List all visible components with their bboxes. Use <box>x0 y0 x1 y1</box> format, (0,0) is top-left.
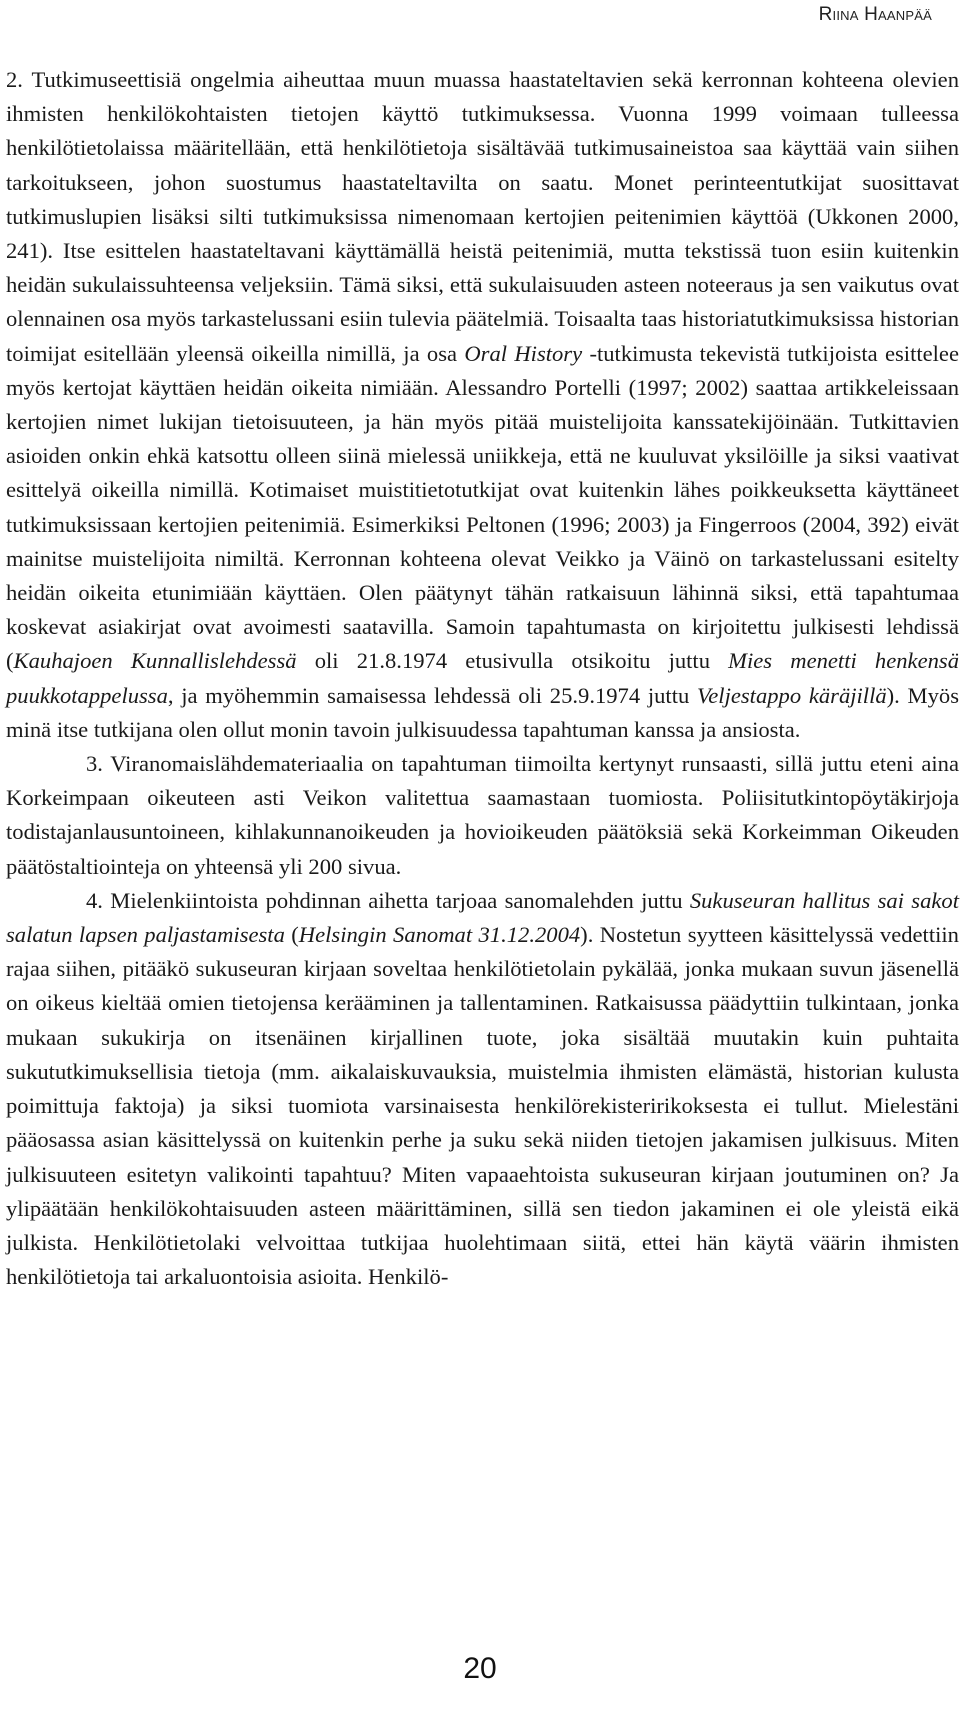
text-run: 3. Viranomaislähdemateriaalia on tapahtuman tiimoilta kertynyt runsaasti, sillä juttu eteni aina Korkeimpaan oikeuteen asti Veikon valitettua saamastaan tuomiosta. Poliisitutkintopöytäkirjoja todistajanlausuntoineen, kihlakunnanoikeuden ja hovioikeuden päätöksiä sekä Korkeimman Oikeuden päätöstaltiointeja on yhteensä yli 200 sivua. <box>6 751 959 879</box>
text-run: oli 21.8.1974 etusivulla otsikoitu juttu <box>296 648 729 674</box>
text-run: ). Nostetun syytteen käsittelyssä vedettiin rajaa siihen, pitääkö sukuseuran kirjaan soveltaa henkilötietolain pykälää, jonka mukaan suvun jäsenellä on oikeus kieltää omien tietojensa kerääminen ja tallentaminen. Ratkaisussa päädyttiin tulkintaan, jonka mukaan sukukirja on itsenäinen kirjallinen tuote, joka sisältää muutakin kuin puhtaita sukututkimuksellisia tietoja (mm. aikalaiskuvauksia, muistelmia ihmisten elämästä, historian kulusta poimittuja faktoja) ja siksi tuomiota varsinaisesta henkilörekisteririkoksesta ei tullut. Mielestäni pääosassa asian käsittelyssä on kuitenkin perhe ja suku sekä niiden tietojen jakamisen julkisuus. Miten julkisuuteen esitetyn valikointi tapahtuu? Miten vapaaehtoista sukuseuran kirjaan joutuminen on? Ja ylipäätään henkilökohtaisuuden asteen määrittäminen, sillä sen tiedon jakaminen ei ole yleistä eikä julkista. Henkilötietolaki velvoittaa tutkijaa huolehtimaan siitä, ettei hän käytä väärin ihmisten henkilötietoja tai arkaluontoisia asioita. Henkilö- <box>6 922 959 1290</box>
text-run: -tutkimusta tekevistä tutkijoista esittelee myös kertojat käyttäen heidän oikeita nimiään. Alessandro Portelli (1997; 2002) saattaa artikkeleissaan kertojien nimet lukijan tietoisuuteen, ja hän myös pitää muistelijoita kanssatekijöinään. Tutkittavien asioiden onkin ehkä katsottu olleen siinä mielessä uniikkeja, että ne kuuluvat yksilöille ja siksi vaativat esittelyä oikeilla nimillä. Kotimaiset muistitietotutkijat ovat kuitenkin lähes poikkeuksetta käyttäneet tutkimuksissaan kertojien peitenimiä. Esimerkiksi Peltonen (1996; 2003) ja Fingerroos (2004, 392) eivät mainitse muistelijoita nimiltä. Kerronnan kohteena olevat Veikko ja Väinö on tarkastelussani esitelty heidän oikeita etunimiään käyttäen. Olen päätynyt tähän ratkaisuun lähinnä siksi, että tapahtumaa koskevat asiakirjat ovat avoimesti saatavilla. Samoin tapahtumasta on kirjoitettu julkisesti lehdissä ( <box>6 340 959 674</box>
paragraph-note-4 <box>6 884 959 1294</box>
author-name: Riina Haanpää <box>818 4 932 25</box>
page-number: 20 <box>463 1652 497 1685</box>
italic-article-title: Mies menetti henkensä puukkotappelussa <box>6 648 959 708</box>
text-run: ( <box>284 922 299 948</box>
italic-article-title: Veljestappo käräjillä <box>696 682 887 708</box>
text-run: 2. Tutkimuseettisiä ongelmia aiheuttaa muun muassa haastateltavien sekä kerronnan kohteena olevien ihmisten henkilökohtaisten tietojen käyttö tutkimuksessa. Vuonna 1999 voimaan tulleessa henkilötietolaissa määritellään, että henkilötietoja sisältävää tutkimusaineistoa saa käyttää vain siihen tarkoitukseen, johon suostumus haastateltavilta on saatu. Monet perinteentutkijat suosittavat tutkimuslupien lisäksi silti tutkimuksissa nimenomaan kertojien peitenimien käyttöä (Ukkonen 2000, 241). Itse esittelen haastateltavani käyttämällä heistä peitenimiä, mutta tekstissä tuon esiin kuitenkin heidän sukulaissuhteensa veljeksiin. Tämä siksi, että sukulaisuuden asteen noteeraus ja sen vaikutus ovat olennainen osa myös tarkastelussani esiin tulevia päätelmiä. Toisaalta taas historiatutkimuksissa historian toimijat esitellään yleensä oikeilla nimillä, ja osa <box>6 67 959 366</box>
paragraph-note-2 <box>6 63 959 747</box>
text-run: , ja myöhemmin samaisessa lehdessä oli 25.9.1974 juttu <box>167 682 697 708</box>
body-text <box>6 63 959 1294</box>
running-header-author <box>819 4 932 26</box>
text-run: 4. Mielenkiintoista pohdinnan aihetta tarjoaa sanomalehden juttu <box>86 887 690 913</box>
italic-publication: Kauhajoen Kunnallislehdessä <box>13 648 297 674</box>
italic-article-title: Sukuseuran hallitus sai sakot salatun lapsen paljastamisesta <box>6 887 959 948</box>
paragraph-note-3 <box>6 747 959 884</box>
italic-term: Oral History <box>464 340 583 366</box>
text-run: ). Myös minä itse tutkijana olen ollut monin tavoin julkisuudessa tapahtuman kanssa ja ansiosta. <box>6 682 959 742</box>
italic-publication: Helsingin Sanomat 31.12.2004 <box>298 922 581 948</box>
